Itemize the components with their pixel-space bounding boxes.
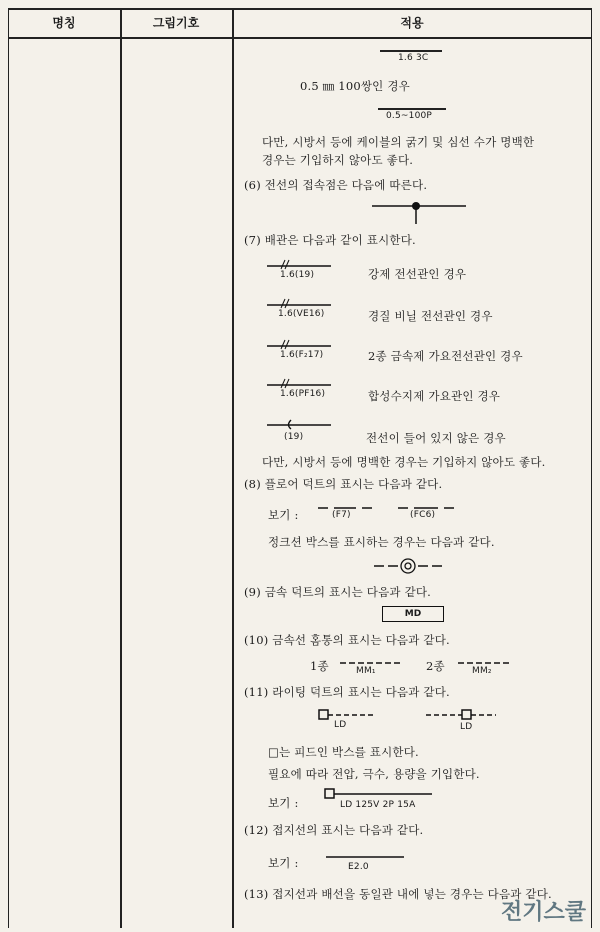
conduit-vinyl-symbol [265, 297, 335, 309]
voltage-note: 필요에 따라 전압, 극수, 용량을 기입한다. [268, 767, 480, 781]
floor-duct-example-label: 보기 : [268, 508, 299, 522]
floor-duct-f7-label: (F7) [332, 510, 351, 520]
conduit-steel-desc: 강제 전선관인 경우 [368, 267, 467, 281]
section-12-title: (12) 접지선의 표시는 다음과 같다. [244, 823, 424, 837]
lighting-duct-example-text: LD 125V 2P 15A [340, 800, 416, 810]
pair-case-text: 0.5 ㎜ 100쌍인 경우 [300, 79, 410, 93]
cable-note-1: 다만, 시방서 등에 케이블의 굵기 및 심선 수가 명백한 [262, 135, 535, 149]
lighting-duct-label-1: LD [334, 720, 347, 730]
raceway-type2-code: MM₂ [472, 666, 492, 676]
cable-line-2 [378, 108, 446, 110]
conduit-synthetic-desc: 합성수지제 가요관인 경우 [368, 389, 501, 403]
header-symbol: 그림기호 [152, 16, 200, 30]
metal-duct-box [382, 606, 444, 622]
ground-wire-symbol [326, 854, 406, 860]
cable-note-2: 경우는 기입하지 않아도 좋다. [262, 153, 414, 167]
right-border [591, 8, 592, 928]
junction-box-symbol [374, 557, 444, 575]
column-divider-2 [232, 8, 234, 928]
conduit-synthetic-symbol [265, 377, 335, 389]
watermark-logo: 전기스쿨 [500, 900, 586, 925]
header-application: 적용 [400, 16, 424, 30]
conduit-flexible-metal-code: 1.6(F₂17) [280, 350, 324, 360]
section-9-title: (9) 금속 덕트의 표시는 다음과 같다. [244, 585, 432, 599]
section-13-title: (13) 접지선과 배선을 동일관 내에 넣는 경우는 다음과 같다. [244, 887, 552, 901]
floor-duct-fc6-label: (FC6) [410, 510, 436, 520]
conduit-empty-symbol [265, 416, 335, 430]
section-8-title: (8) 플로어 덕트의 표시는 다음과 같다. [244, 477, 443, 491]
column-divider-1 [120, 8, 122, 928]
lighting-duct-example-symbol [324, 788, 434, 800]
feed-in-box-note: □는 피드인 박스를 표시한다. [268, 745, 419, 759]
raceway-type1-label: 1종 [310, 659, 329, 673]
lighting-duct-example-label: 보기 : [268, 796, 299, 810]
conduit-empty-desc: 전선이 들어 있지 않은 경우 [366, 431, 506, 445]
conduit-vinyl-code: 1.6(VE16) [278, 309, 325, 319]
left-border [8, 8, 9, 928]
conduit-flexible-metal-symbol [265, 338, 335, 350]
metal-duct-label: MD [404, 609, 422, 619]
section-7-title: (7) 배관은 다음과 같이 표시한다. [244, 233, 416, 247]
conduit-steel-symbol [265, 258, 335, 270]
conduit-steel-code: 1.6(19) [280, 270, 315, 280]
section-6-title: (6) 전선의 접속점은 다음에 따른다. [244, 178, 428, 192]
header-name: 명칭 [52, 16, 76, 30]
conduit-empty-code: (19) [284, 432, 304, 442]
conduit-flexible-metal-desc: 2종 금속제 가요전선관인 경우 [368, 349, 523, 363]
ground-example-label: 보기 : [268, 856, 299, 870]
cable-label-2: 0.5~100P [386, 111, 433, 121]
lighting-duct-symbol-1 [318, 708, 378, 722]
junction-point-symbol [370, 198, 470, 228]
conduit-vinyl-desc: 경질 비닐 전선관인 경우 [368, 309, 493, 323]
section-10-title: (10) 금속선 홈통의 표시는 다음과 같다. [244, 633, 450, 647]
raceway-type2-label: 2종 [426, 659, 445, 673]
cable-label-1: 1.6 3C [398, 53, 429, 63]
junction-box-text: 정크션 박스를 표시하는 경우는 다음과 같다. [268, 535, 495, 549]
section-7-note: 다만, 시방서 등에 명백한 경우는 기입하지 않아도 좋다. [262, 455, 546, 469]
cable-line-1 [380, 50, 442, 52]
lighting-duct-label-2: LD [460, 722, 473, 732]
raceway-type1-code: MM₁ [356, 666, 376, 676]
conduit-synthetic-code: 1.6(PF16) [280, 389, 326, 399]
lighting-duct-symbol-2 [426, 708, 498, 722]
section-11-title: (11) 라이팅 덕트의 표시는 다음과 같다. [244, 685, 450, 699]
ground-wire-label: E2.0 [348, 862, 369, 872]
